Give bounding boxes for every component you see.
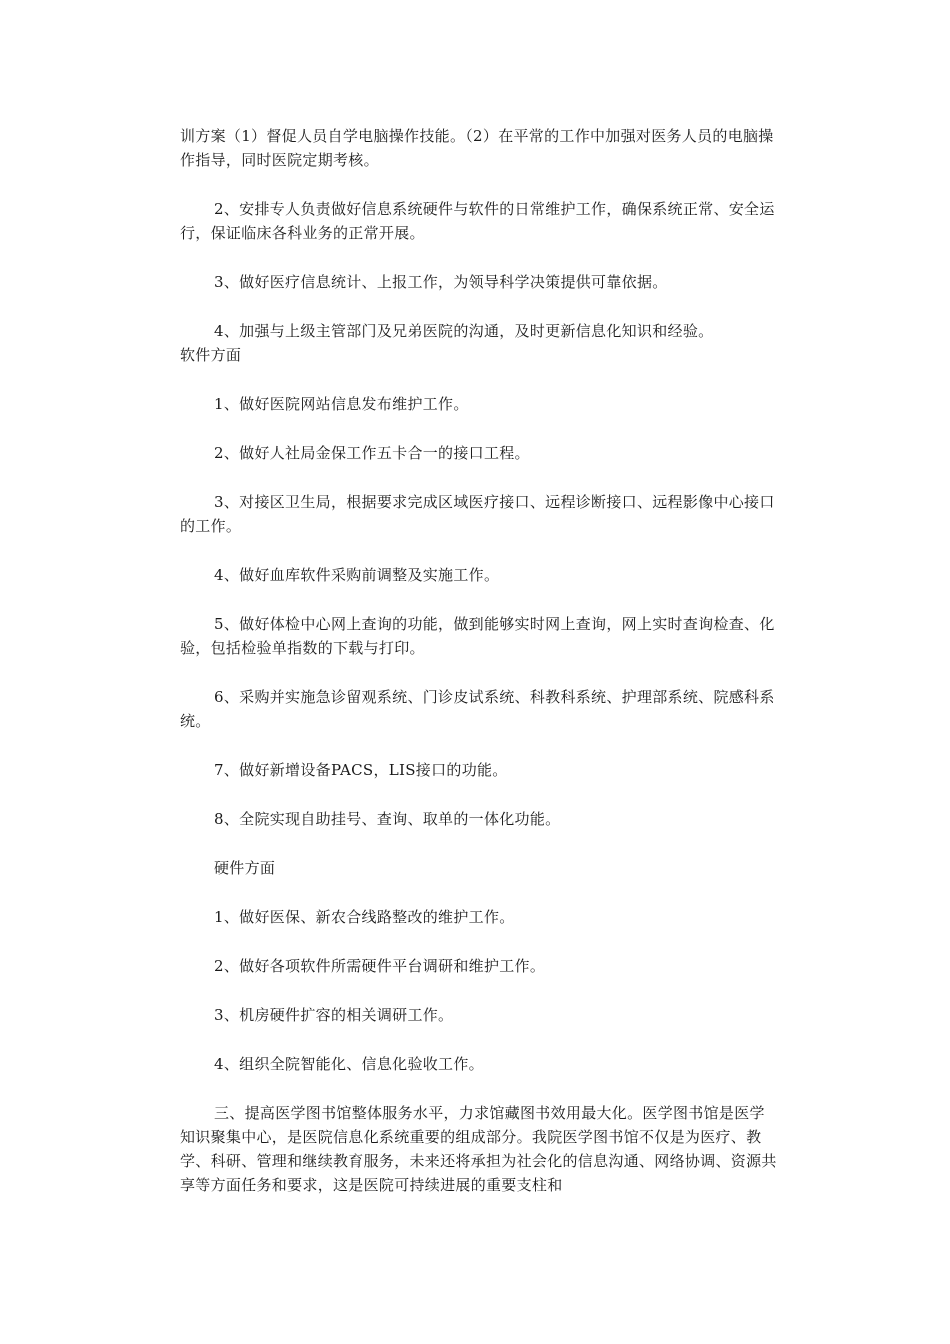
hardware-item-3: 3、机房硬件扩容的相关调研工作。 — [214, 1006, 454, 1024]
software-item-2: 2、做好人社局金保工作五卡合一的接口工程。 — [214, 444, 530, 462]
software-item-8: 8、全院实现自助挂号、查询、取单的一体化功能。 — [214, 810, 561, 828]
software-item-7: 7、做好新增设备PACS，LIS接口的功能。 — [214, 761, 508, 779]
paragraph-item-2: 2、安排专人负责做好信息系统硬件与软件的日常维护工作，确保系统正常、安全运行，保证临床各科业务的正常开展。 — [180, 200, 775, 242]
hardware-item-2: 2、做好各项软件所需硬件平台调研和维护工作。 — [214, 957, 546, 975]
section-heading-hardware: 硬件方面 — [214, 859, 276, 877]
software-item-3: 3、对接区卫生局，根据要求完成区域医疗接口、远程诊断接口、远程影像中心接口的工作。 — [180, 493, 775, 535]
document-body — [180, 124, 780, 1197]
hardware-item-1: 1、做好医保、新农合线路整改的维护工作。 — [214, 908, 515, 926]
section-heading-software: 软件方面 — [180, 346, 242, 364]
paragraph-item-4: 4、加强与上级主管部门及兄弟医院的沟通，及时更新信息化知识和经验。 — [214, 322, 714, 340]
hardware-item-4: 4、组织全院智能化、信息化验收工作。 — [214, 1055, 484, 1073]
paragraph-training-plan: 训方案（1）督促人员自学电脑操作技能。（2）在平常的工作中加强对医务人员的电脑操作指导，同时医院定期考核。 — [180, 127, 774, 169]
software-item-5: 5、做好体检中心网上查询的功能，做到能够实时网上查询，网上实时查询检查、化验，包括检验单指数的下载与打印。 — [180, 615, 775, 657]
software-item-6: 6、采购并实施急诊留观系统、门诊皮试系统、科教科系统、护理部系统、院感科系统。 — [180, 688, 775, 730]
paragraph-library-section: 三、提高医学图书馆整体服务水平，力求馆藏图书效用最大化。医学图书馆是医学知识聚集中心，是医院信息化系统重要的组成部分。我院医学图书馆不仅是为医疗、教学、科研、管理和继续教育服务，未来还将承担为社会化的信息沟通、网络协调、资源共享等方面任务和要求，这是医院可持续进展的重要支柱和 — [180, 1104, 777, 1194]
software-item-1: 1、做好医院网站信息发布维护工作。 — [214, 395, 469, 413]
software-item-4: 4、做好血库软件采购前调整及实施工作。 — [214, 566, 500, 584]
paragraph-item-3: 3、做好医疗信息统计、上报工作，为领导科学决策提供可靠依据。 — [214, 273, 668, 291]
